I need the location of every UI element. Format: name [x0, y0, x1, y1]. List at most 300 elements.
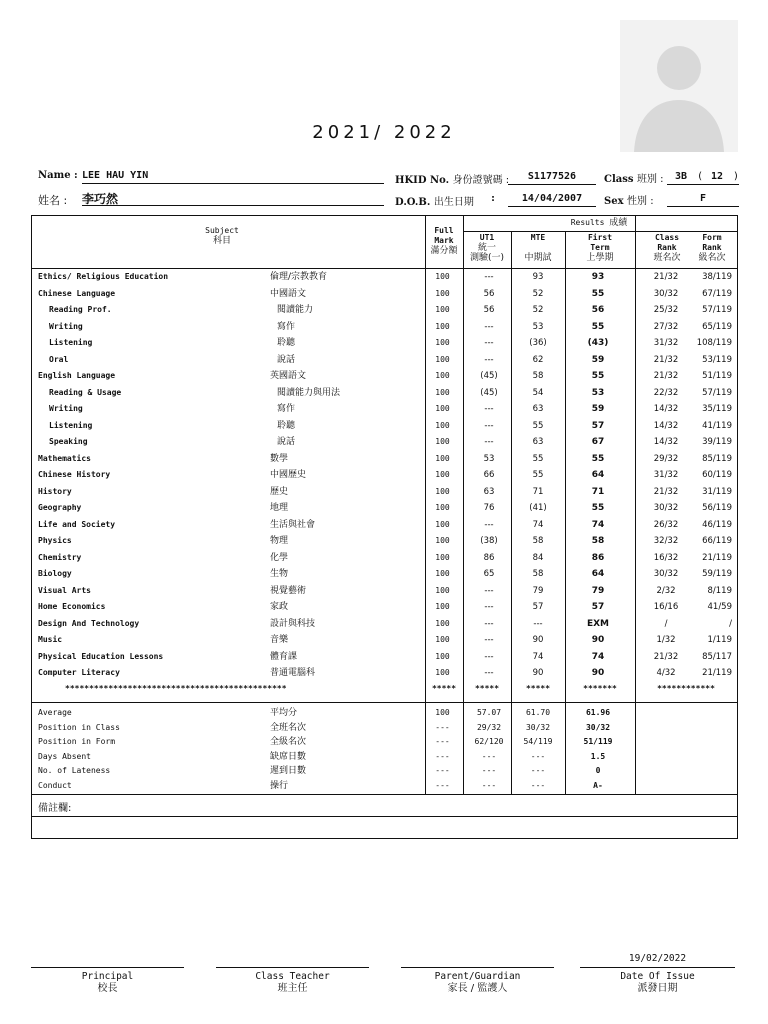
class-rank: 2/32	[656, 585, 676, 596]
subject-header	[152, 226, 292, 246]
summary-mte: ---	[530, 766, 546, 775]
summary-ut1: 29/32	[476, 722, 502, 732]
mte-mark: 62	[532, 354, 544, 365]
mte-mark: 52	[532, 305, 544, 315]
subject-name-cn: 設計與科技	[270, 618, 316, 629]
subject-name-cn: 數學	[270, 453, 289, 464]
class-teacher-label-cn: 班主任	[277, 983, 308, 994]
form-rank: 67/119	[702, 288, 732, 299]
dob-label-cn: 出生日期	[433, 197, 474, 208]
class-rank: 31/32	[653, 470, 679, 480]
summary-first-term: A-	[593, 780, 603, 790]
ut1-mark: 56	[483, 288, 495, 299]
subject-header-en: Subject	[205, 226, 239, 235]
results-header-en: Results	[570, 218, 605, 227]
sex-label-en: Sex	[604, 196, 624, 207]
dob-label	[395, 193, 474, 208]
subject-name-en: Physics	[38, 536, 72, 545]
ut1-mark: 86	[483, 552, 495, 563]
first-term-mark: 93	[591, 272, 605, 282]
subject-name-en: Speaking	[49, 437, 88, 446]
class-no-close: )	[733, 171, 740, 182]
subject-name-cn: 家政	[270, 602, 289, 612]
mte-mark: 58	[532, 569, 544, 579]
mte-mark: 63	[532, 437, 544, 447]
term-header-cn: 上學期	[586, 253, 614, 263]
summary-full: ---	[435, 780, 450, 790]
subject-row	[32, 335, 737, 351]
summary-row	[32, 721, 737, 736]
subject-name-cn: 中國歷史	[270, 470, 307, 480]
class-rank: 32/32	[653, 536, 679, 546]
class-no-open: (	[697, 171, 704, 182]
summary-first-term: 61.96	[585, 708, 611, 717]
ut1-mark: (38)	[480, 536, 498, 546]
name-label: Name :	[38, 170, 78, 181]
mte-mark: 63	[532, 404, 544, 414]
class-rank: 21/32	[653, 651, 679, 662]
subject-name-cn: 歷史	[270, 486, 289, 497]
summary-full: ---	[435, 751, 450, 761]
form-rank: 41/119	[702, 420, 732, 431]
chinese-name-label: 姓名 :	[38, 194, 68, 207]
ut1-mark: 53	[483, 453, 495, 464]
class-rank: 30/32	[653, 288, 679, 299]
class-rank: 29/32	[653, 453, 679, 464]
subject-name-cn: 化學	[270, 552, 289, 563]
mte-mark: 74	[532, 651, 544, 662]
subject-row	[32, 517, 737, 533]
class-rank: 31/32	[653, 338, 679, 348]
ut1-mark: 63	[483, 486, 495, 497]
full-mark: 100	[435, 503, 450, 512]
subject-name-cn: 中國語文	[270, 288, 307, 299]
term-header-en: Term	[590, 243, 610, 252]
class-rank-header-cn: 班名次	[653, 253, 681, 263]
form-rank-header-en: Rank	[702, 243, 722, 252]
date-of-issue-label	[580, 971, 735, 995]
hkid-value: S1177526	[508, 171, 596, 185]
subject-row	[32, 632, 737, 648]
class-value: 3B	[675, 171, 688, 182]
ut1-mark: ---	[484, 338, 494, 348]
subject-row	[32, 484, 737, 500]
class-rank: 14/32	[653, 404, 679, 414]
form-rank: 56/119	[702, 503, 732, 513]
first-term-mark: 59	[591, 354, 605, 365]
subject-name-en: Reading & Usage	[49, 387, 122, 397]
summary-row	[32, 735, 737, 750]
parent-guardian-label	[401, 971, 554, 995]
subject-name-en: Chinese History	[38, 470, 111, 479]
form-rank: 41/59	[707, 602, 732, 612]
subject-row	[32, 319, 737, 335]
mark-header-en: Mark	[434, 236, 454, 245]
subject-row	[32, 269, 737, 285]
first-term-mark: 79	[591, 585, 605, 596]
summary-first-term: 1.5	[590, 751, 606, 761]
first-term-mark: 71	[591, 486, 605, 497]
subject-name-cn: 生活與社會	[270, 519, 316, 530]
summary-ut1: ---	[481, 780, 497, 790]
parent-signature-line	[401, 967, 554, 968]
subject-name-cn: 體育課	[270, 651, 298, 662]
mte-mark: 79	[532, 585, 544, 596]
subject-name-en: English Language	[38, 371, 116, 380]
class-label	[604, 170, 664, 185]
subject-row	[32, 385, 737, 401]
subject-name-en: Listening	[49, 420, 93, 430]
summary-label-en: Average	[38, 708, 72, 717]
form-rank: 65/119	[702, 321, 732, 332]
full-mark: 100	[435, 618, 450, 628]
subject-row	[32, 649, 737, 665]
full-mark: 100	[435, 569, 450, 578]
date-of-issue-label-cn: 派發日期	[637, 983, 678, 994]
full-mark: 100	[435, 321, 450, 331]
mte-mark: 58	[532, 371, 544, 381]
subject-name-cn: 閱讀能力與用法	[277, 387, 341, 398]
class-label-cn: 班別 :	[636, 174, 664, 185]
mte-mark: 74	[532, 519, 544, 530]
form-rank-header-cn: 級名次	[698, 253, 726, 263]
subject-name-cn: 寫作	[277, 404, 296, 414]
subject-name-cn: 普通電腦科	[270, 668, 316, 678]
first-term-mark: 64	[591, 569, 605, 579]
full-mark: 100	[435, 486, 450, 496]
subject-row	[32, 401, 737, 417]
first-term-mark: 74	[591, 519, 605, 530]
parent-guardian-label-en: Parent/Guardian	[434, 971, 521, 982]
stars-ut1: *****	[474, 684, 500, 693]
form-rank: 53/119	[702, 354, 732, 365]
form-rank: /	[729, 618, 732, 629]
full-mark: 100	[435, 420, 450, 430]
subject-name-en: Biology	[38, 569, 72, 578]
form-rank-header	[690, 233, 734, 263]
summary-mte: ---	[530, 751, 546, 761]
first-term-mark: 64	[591, 470, 605, 480]
principal-label-en: Principal	[81, 971, 134, 982]
form-rank: 39/119	[702, 437, 732, 447]
ut1-mark: ---	[484, 272, 494, 282]
class-teacher-label-en: Class Teacher	[255, 971, 330, 982]
first-term-mark: 67	[591, 437, 605, 447]
form-rank: 66/119	[702, 536, 732, 546]
ut1-header-en: UT1	[479, 233, 495, 242]
summary-label-en: Position in Form	[38, 737, 116, 746]
stars-term: *******	[583, 684, 617, 693]
class-rank: 21/32	[653, 272, 679, 282]
subject-row	[32, 352, 737, 368]
subject-name-en: Listening	[49, 338, 93, 347]
summary-full: 100	[435, 708, 450, 717]
full-mark: 100	[435, 552, 450, 562]
form-rank: 46/119	[702, 519, 732, 530]
subject-name-en: Chinese Language	[38, 288, 116, 298]
subject-row	[32, 533, 737, 549]
first-term-mark: 90	[591, 668, 605, 678]
subject-name-cn: 寫作	[277, 321, 296, 332]
subject-name-en: Life and Society	[38, 519, 116, 529]
full-mark: 100	[435, 602, 450, 611]
summary-ut1: 57.07	[476, 708, 502, 717]
mte-mark: 54	[532, 387, 544, 398]
first-header-en: First	[587, 233, 613, 242]
class-label-en: Class	[604, 174, 634, 185]
summary-mte: ---	[530, 780, 546, 790]
full-header-cn: 滿分額	[430, 246, 458, 256]
full-mark: 100	[435, 354, 450, 364]
stars-mte: *****	[525, 684, 551, 693]
form-rank: 21/119	[702, 552, 732, 563]
subject-row	[32, 566, 737, 582]
first-term-mark: 57	[591, 420, 605, 431]
principal-signature-line	[31, 967, 184, 968]
class-rank-header	[646, 233, 688, 263]
dob-label-en: D.O.B.	[395, 197, 431, 208]
mte-header-cn: 中期試	[524, 253, 552, 263]
subject-row	[32, 583, 737, 599]
subject-row	[32, 368, 737, 384]
ut1-mark: (45)	[480, 371, 498, 381]
class-rank-header-en: Rank	[657, 243, 677, 252]
form-rank: 57/119	[702, 305, 732, 315]
mte-mark: 57	[532, 602, 544, 612]
subject-name-en: Writing	[49, 404, 83, 413]
summary-row	[32, 706, 737, 721]
ut1-mark: 76	[483, 503, 495, 513]
ut1-header-cn1: 統一	[477, 243, 496, 253]
full-mark: 100	[435, 453, 450, 463]
ut1-mark: ---	[484, 404, 494, 414]
class-rank: 21/32	[653, 354, 679, 365]
mte-header	[511, 233, 565, 263]
class-teacher-label	[216, 971, 369, 995]
first-term-mark: 55	[591, 371, 605, 381]
full-mark: 100	[435, 272, 450, 281]
class-rank: 21/32	[653, 371, 679, 381]
first-term-mark: 86	[591, 552, 605, 563]
full-mark: 100	[435, 585, 450, 595]
summary-label-cn: 缺席日數	[270, 751, 307, 762]
summary-label-cn: 操行	[270, 780, 289, 791]
class-rank: 26/32	[653, 519, 679, 530]
summary-row	[32, 750, 737, 765]
chinese-name-value: 李巧然	[82, 190, 384, 206]
subject-name-en: Design And Technology	[38, 618, 140, 628]
subject-name-en: Reading Prof.	[49, 305, 112, 314]
summary-full: ---	[435, 722, 450, 732]
ut1-mark: 66	[483, 470, 495, 480]
date-of-issue-label-en: Date Of Issue	[620, 971, 695, 982]
summary-label-en: Days Absent	[38, 751, 91, 761]
subject-name-en: Mathematics	[38, 453, 91, 463]
subject-name-en: Visual Arts	[38, 585, 91, 595]
mte-mark: (36)	[529, 338, 547, 348]
class-rank: 1/32	[656, 635, 676, 645]
ut1-mark: ---	[484, 651, 494, 662]
subject-name-cn: 聆聽	[277, 338, 296, 348]
dob-colon: :	[490, 193, 497, 204]
class-rank: 16/32	[653, 552, 679, 563]
first-term-mark: 74	[591, 651, 605, 662]
hkid-label	[395, 171, 509, 186]
subject-name-cn: 說話	[277, 354, 296, 365]
class-rank: 4/32	[656, 668, 676, 678]
issue-date: 19/02/2022	[628, 953, 687, 964]
class-rank: 14/32	[653, 437, 679, 447]
ut1-mark: ---	[484, 602, 494, 612]
full-header-en: Full	[434, 226, 454, 235]
full-mark: 100	[435, 338, 450, 347]
subject-row	[32, 550, 737, 566]
ut1-mark: ---	[484, 668, 494, 678]
mte-mark: 53	[532, 321, 544, 332]
form-rank: 35/119	[702, 404, 732, 414]
subject-name-en: Writing	[49, 321, 83, 331]
form-rank: 85/117	[702, 651, 732, 662]
subject-name-en: Home Economics	[38, 602, 106, 611]
mte-mark: 55	[532, 470, 544, 480]
ut1-mark: (45)	[480, 387, 498, 398]
summary-first-term: 0	[595, 766, 601, 775]
first-term-mark: 55	[591, 288, 605, 299]
first-term-mark: 57	[591, 602, 605, 612]
form-rank: 21/119	[702, 668, 732, 678]
form-rank: 57/119	[702, 387, 732, 398]
form-rank: 51/119	[702, 371, 732, 381]
results-header-divider	[463, 231, 737, 232]
ut1-mark: ---	[484, 618, 494, 629]
remarks-box	[31, 794, 738, 839]
subject-name-cn: 視覺藝術	[270, 585, 307, 596]
subject-row	[32, 665, 737, 681]
full-mark: 100	[435, 635, 450, 644]
full-mark: 100	[435, 371, 450, 380]
form-rank: 1/119	[707, 635, 732, 645]
full-mark: 100	[435, 288, 450, 298]
mte-mark: 90	[532, 668, 544, 678]
subject-name-en: Geography	[38, 503, 82, 512]
ut1-mark: ---	[484, 437, 494, 447]
first-term-mark: 53	[591, 387, 605, 398]
summary-mte: 54/119	[523, 737, 553, 746]
subject-row	[32, 616, 737, 632]
class-rank: 21/32	[653, 486, 679, 497]
class-rank: 16/16	[653, 602, 679, 612]
full-mark: 100	[435, 519, 450, 529]
sex-value: F	[667, 193, 739, 207]
class-rank: 22/32	[653, 387, 679, 398]
parent-guardian-label-cn: 家長 / 監護人	[447, 983, 508, 994]
subject-name-en: Computer Literacy	[38, 668, 120, 677]
form-rank: 60/119	[702, 470, 732, 480]
mte-mark: 55	[532, 420, 544, 431]
subject-row	[32, 500, 737, 516]
subject-name-cn: 閱讀能力	[277, 305, 314, 315]
full-mark-header	[425, 226, 463, 256]
summary-mte: 30/32	[525, 722, 551, 732]
mte-mark: 58	[532, 536, 544, 546]
class-rank: 25/32	[653, 305, 679, 315]
summary-row	[32, 764, 737, 779]
mte-header-en: MTE	[530, 233, 546, 242]
subject-name-cn: 說話	[277, 437, 296, 447]
ut1-mark: ---	[484, 519, 494, 530]
class-teacher-signature-line	[216, 967, 369, 968]
summary-label-cn: 全班名次	[270, 722, 307, 733]
ut1-header-cn2: 測驗(一)	[469, 253, 505, 263]
subject-name-en: Chemistry	[38, 552, 82, 562]
subject-name-en: Ethics/ Religious Education	[38, 272, 169, 281]
summary-mte: 61.70	[525, 708, 551, 717]
mte-mark: 71	[532, 486, 544, 497]
stars-row	[32, 681, 737, 697]
form-rank: 8/119	[707, 585, 732, 596]
full-mark: 100	[435, 470, 450, 479]
results-header	[463, 218, 735, 228]
form-rank: 31/119	[702, 486, 732, 497]
first-term-mark: 59	[591, 404, 605, 414]
subject-row	[32, 286, 737, 302]
ut1-mark: 56	[483, 305, 495, 315]
sex-label	[604, 192, 654, 207]
subject-name-cn: 地理	[270, 503, 289, 513]
subject-name-cn: 英國語文	[270, 371, 307, 381]
class-rank: 30/32	[653, 503, 679, 513]
school-year: 2021/ 2022	[312, 122, 456, 143]
subject-name-cn: 生物	[270, 569, 289, 579]
results-header-cn: 成績	[609, 218, 628, 228]
class-rank: 14/32	[653, 420, 679, 431]
summary-table	[31, 701, 738, 795]
first-term-mark: 90	[591, 635, 605, 645]
ut1-mark: ---	[484, 420, 494, 431]
summary-label-cn: 遲到日數	[270, 766, 307, 776]
first-term-mark: 56	[591, 305, 605, 315]
mte-mark: 93	[532, 272, 544, 282]
name-value: LEE HAU YIN	[82, 170, 384, 184]
first-term-mark: (43)	[587, 338, 609, 348]
mte-mark: 55	[532, 453, 544, 464]
subject-row	[32, 451, 737, 467]
form-rank: 38/119	[702, 272, 732, 282]
ut1-mark: 65	[483, 569, 495, 579]
first-term-mark: EXM	[586, 618, 610, 629]
subject-row	[32, 434, 737, 450]
ut1-mark: ---	[484, 635, 494, 645]
stars-full: *****	[431, 684, 457, 693]
full-mark: 100	[435, 387, 450, 397]
full-mark: 100	[435, 404, 450, 413]
summary-label-en: Conduct	[38, 780, 72, 790]
subject-row	[32, 467, 737, 483]
subject-row	[32, 418, 737, 434]
dob-value: 14/04/2007	[508, 193, 596, 207]
summary-ut1: 62/120	[474, 737, 504, 746]
class-no: 12	[711, 171, 724, 182]
full-mark: 100	[435, 651, 450, 661]
ut1-mark: ---	[484, 321, 494, 332]
subject-header-cn: 科目	[212, 236, 231, 246]
class-header-en: Class	[654, 233, 680, 242]
summary-label-cn: 平均分	[270, 708, 298, 718]
subject-row	[32, 599, 737, 615]
mte-mark: 84	[532, 552, 544, 563]
ut1-mark: ---	[484, 354, 494, 365]
hkid-label-en: HKID No.	[395, 175, 450, 186]
